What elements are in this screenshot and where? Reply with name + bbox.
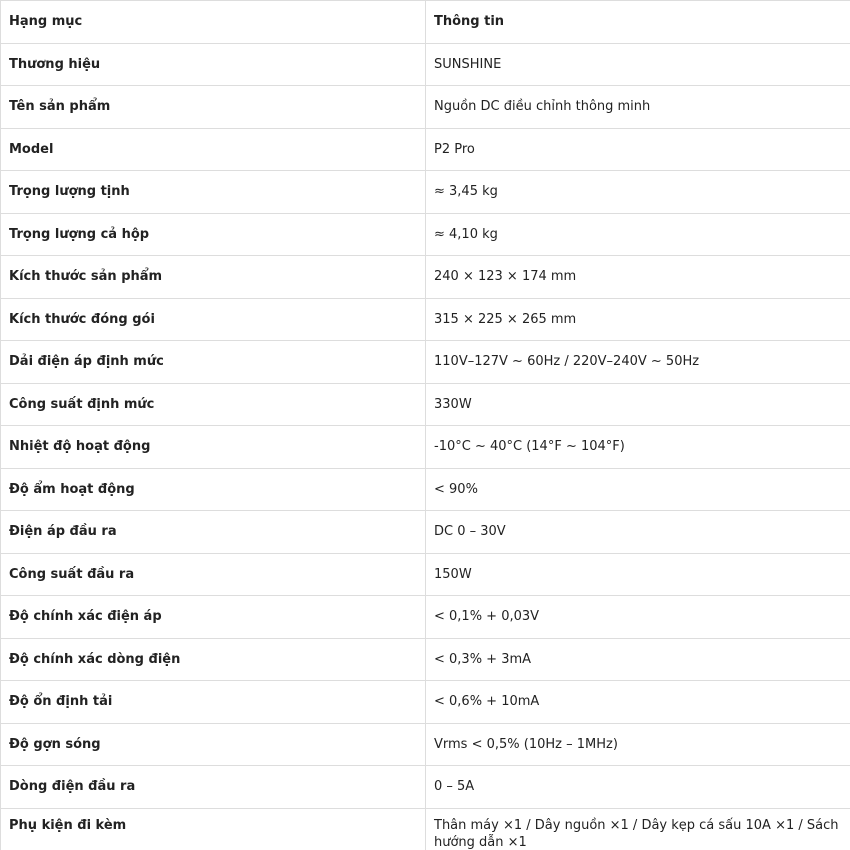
table-row (1, 426, 850, 469)
table-header-row (1, 1, 850, 44)
table-row (1, 723, 850, 766)
header-category: Hạng mục (1, 1, 426, 44)
row-label: Độ ổn định tải (1, 681, 426, 724)
row-value: P2 Pro (426, 128, 850, 171)
row-label: Tên sản phẩm (1, 86, 426, 129)
row-value: < 0,6% + 10mA (426, 681, 850, 724)
row-label: Kích thước đóng gói (1, 298, 426, 341)
row-value: 240 × 123 × 174 mm (426, 256, 850, 299)
row-label: Nhiệt độ hoạt động (1, 426, 426, 469)
row-label: Độ ẩm hoạt động (1, 468, 426, 511)
row-value: SUNSHINE (426, 43, 850, 86)
table-row (1, 43, 850, 86)
table-row (1, 383, 850, 426)
row-label: Dải điện áp định mức (1, 341, 426, 384)
row-label: Độ chính xác dòng điện (1, 638, 426, 681)
row-value: < 0,3% + 3mA (426, 638, 850, 681)
row-value: 110V–127V ~ 60Hz / 220V–240V ~ 50Hz (426, 341, 850, 384)
table-row (1, 596, 850, 639)
row-value: 330W (426, 383, 850, 426)
row-value: < 90% (426, 468, 850, 511)
row-label: Phụ kiện đi kèm (1, 808, 426, 850)
row-label: Độ chính xác điện áp (1, 596, 426, 639)
row-value: -10°C ~ 40°C (14°F ~ 104°F) (426, 426, 850, 469)
row-label: Kích thước sản phẩm (1, 256, 426, 299)
row-value: < 0,1% + 0,03V (426, 596, 850, 639)
row-value: Vrms < 0,5% (10Hz – 1MHz) (426, 723, 850, 766)
table-row (1, 808, 850, 850)
row-label: Model (1, 128, 426, 171)
row-value: Thân máy ×1 / Dây nguồn ×1 / Dây kẹp cá sấu 10A ×1 / Sách hướng dẫn ×1 (426, 808, 850, 850)
table-row (1, 553, 850, 596)
table-row (1, 638, 850, 681)
table-row (1, 511, 850, 554)
row-value: 315 × 225 × 265 mm (426, 298, 850, 341)
row-value: 150W (426, 553, 850, 596)
row-value: Nguồn DC điều chỉnh thông minh (426, 86, 850, 129)
row-value: 0 – 5A (426, 766, 850, 809)
row-label: Độ gợn sóng (1, 723, 426, 766)
row-value: ≈ 3,45 kg (426, 171, 850, 214)
table-row (1, 681, 850, 724)
table-row (1, 468, 850, 511)
row-label: Công suất đầu ra (1, 553, 426, 596)
row-value: ≈ 4,10 kg (426, 213, 850, 256)
table-row (1, 213, 850, 256)
row-label: Trọng lượng tịnh (1, 171, 426, 214)
table-row (1, 298, 850, 341)
table-row (1, 766, 850, 809)
row-label: Trọng lượng cả hộp (1, 213, 426, 256)
table-row (1, 86, 850, 129)
row-value: DC 0 – 30V (426, 511, 850, 554)
row-label: Thương hiệu (1, 43, 426, 86)
header-info: Thông tin (426, 1, 850, 44)
table-row (1, 256, 850, 299)
row-label: Điện áp đầu ra (1, 511, 426, 554)
row-label: Dòng điện đầu ra (1, 766, 426, 809)
table-row (1, 128, 850, 171)
row-label: Công suất định mức (1, 383, 426, 426)
table-row (1, 341, 850, 384)
table-row (1, 171, 850, 214)
